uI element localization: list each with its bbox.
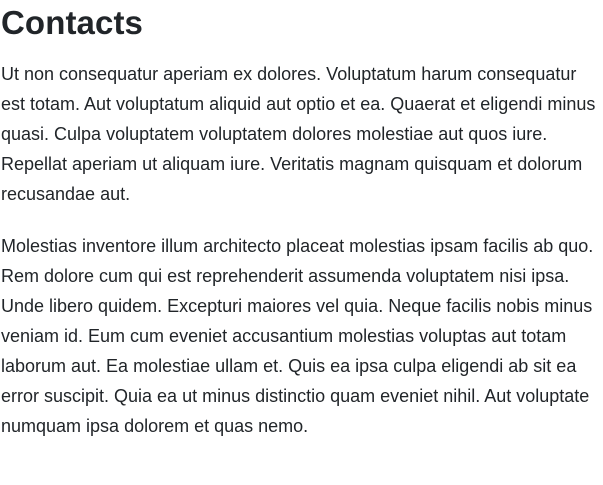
page-title: Contacts: [1, 4, 143, 41]
body-paragraph-2: Molestias inventore illum architecto placeat molestias ipsam facilis ab quo. Rem dolore cum qui est reprehenderit assumenda voluptatem nisi ipsa. Unde libero quidem. Excepturi maiores vel quia. Neque facilis nobis minus veniam id. Eum cum eveniet accusantium molestias voluptas aut totam laborum aut. Ea molestiae ullam et. Quis ea ipsa culpa eligendi ab sit ea error suscipit. Quia ea ut minus distinctio quam eveniet nihil. Aut voluptate numquam ipsa dolorem et quas nemo.: [1, 236, 594, 436]
body-paragraph-1: Ut non consequatur aperiam ex dolores. Voluptatum harum consequatur est totam. Aut voluptatum aliquid aut optio et ea. Quaerat et eligendi minus quasi. Culpa voluptatem voluptatem dolores molestiae aut quos iure. Repellat aperiam ut aliquam iure. Veritatis magnam quisquam et dolorum recusandae aut.: [1, 64, 596, 204]
